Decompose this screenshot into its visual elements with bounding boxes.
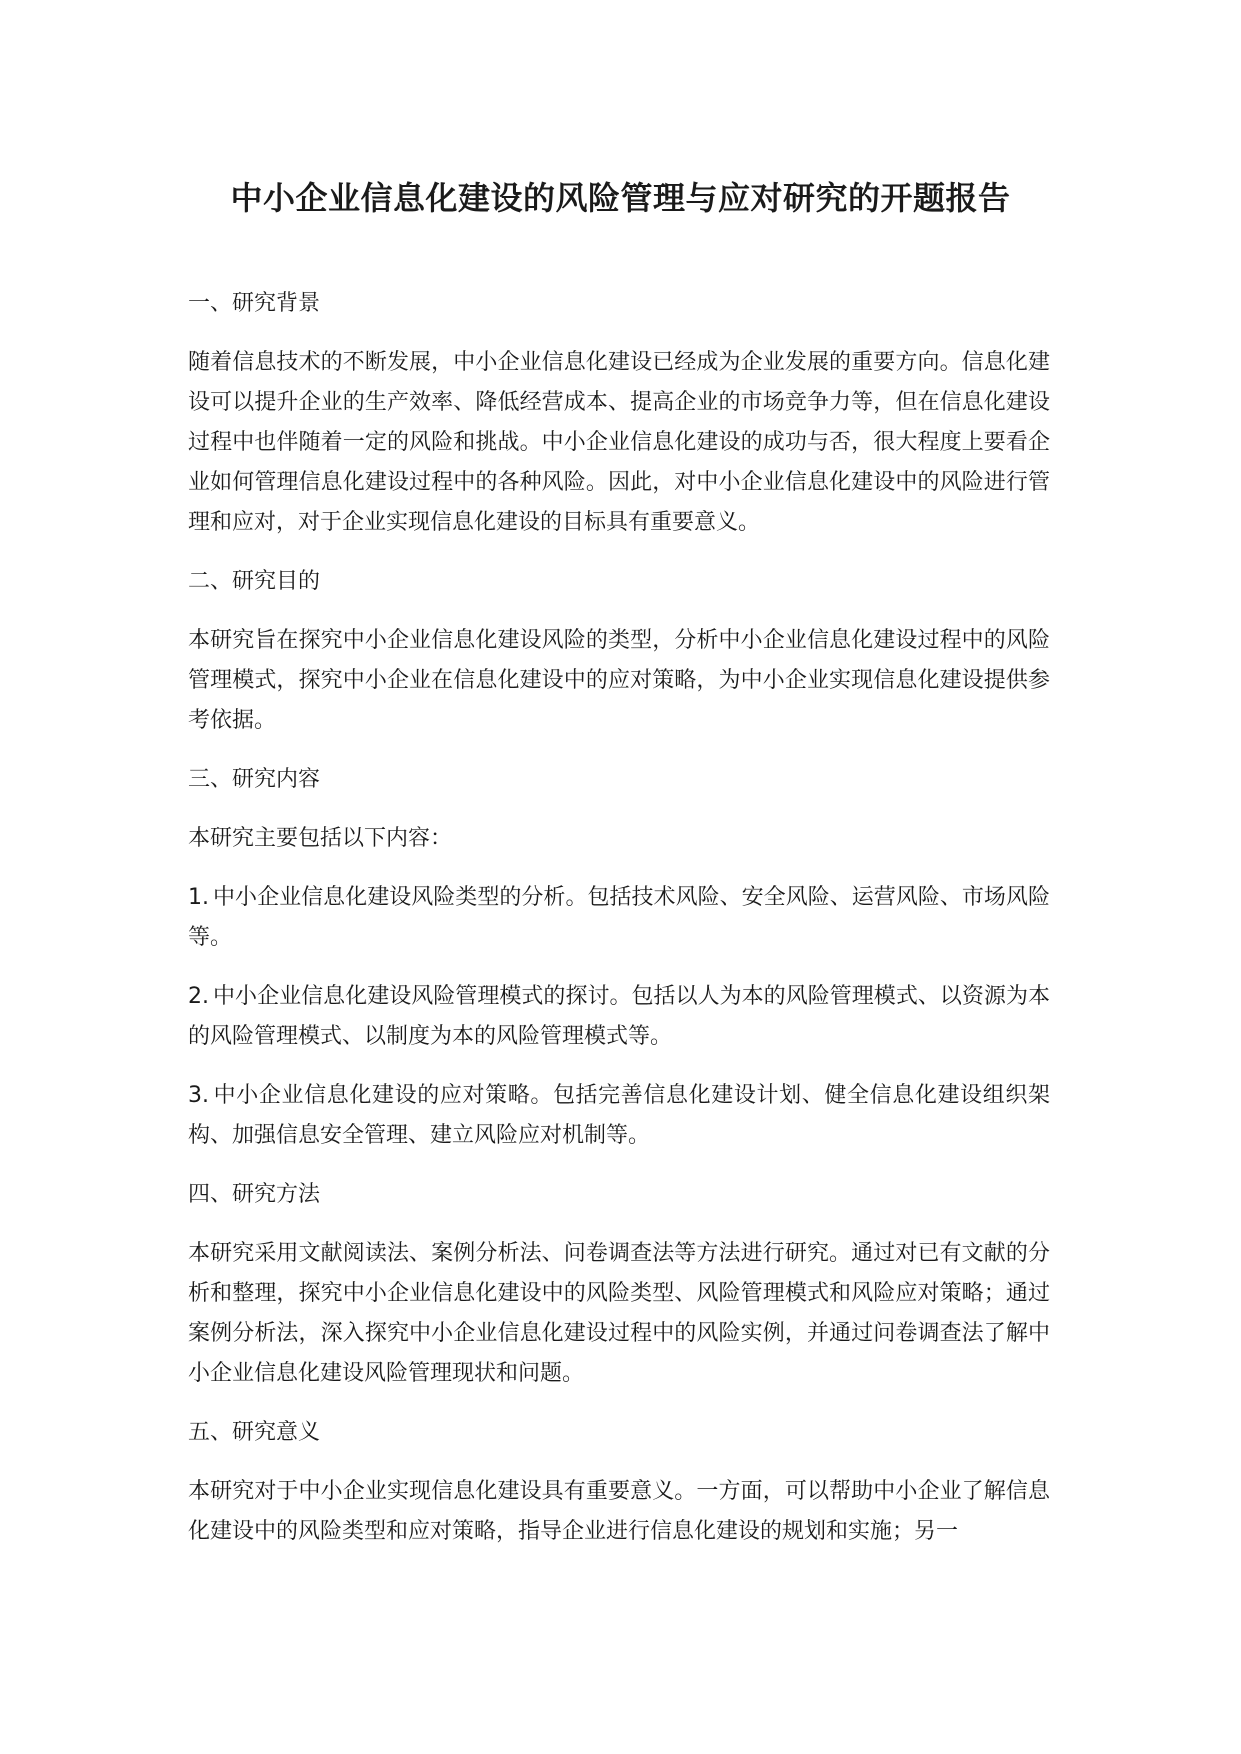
list-item-text: 中小企业信息化建设风险管理模式的探讨。包括以人为本的风险管理模式、以资源为本的风险管理模式、以制度为本的风险管理模式等。: [188, 984, 1050, 1049]
paragraph-content-intro: 本研究主要包括以下内容：: [188, 826, 453, 851]
section-heading-background: 一、研究背景: [188, 291, 321, 316]
paragraph-method: 本研究采用文献阅读法、案例分析法、问卷调查法等方法进行研究。通过对已有文献的分析和整理，探究中小企业信息化建设中的风险类型、风险管理模式和风险应对策略；通过案例分析法，深入探究中小企业信息化建设过程中的风险实例，并通过问卷调查法了解中小企业信息化建设风险管理现状和问题。: [188, 1241, 1050, 1386]
list-item-text: 中小企业信息化建设的应对策略。包括完善信息化建设计划、健全信息化建设组织架构、加强信息安全管理、建立风险应对机制等。: [188, 1083, 1050, 1148]
section-heading-content: 三、研究内容: [188, 767, 321, 792]
section-heading-purpose: 二、研究目的: [188, 569, 321, 594]
paragraph-significance: 本研究对于中小企业实现信息化建设具有重要意义。一方面，可以帮助中小企业了解信息化建设中的风险类型和应对策略，指导企业进行信息化建设的规划和实施；另一: [188, 1479, 1050, 1544]
document-title: 中小企业信息化建设的风险管理与应对研究的开题报告: [230, 179, 1011, 217]
paragraph-background: 随着信息技术的不断发展，中小企业信息化建设已经成为企业发展的重要方向。信息化建设可以提升企业的生产效率、降低经营成本、提高企业的市场竞争力等，但在信息化建设过程中也伴随着一定的风险和挑战。中小企业信息化建设的成功与否，很大程度上要看企业如何管理信息化建设过程中的各种风险。因此，对中小企业信息化建设中的风险进行管理和应对，对于企业实现信息化建设的目标具有重要意义。: [188, 350, 1050, 535]
list-item-number: 3.: [188, 1083, 209, 1108]
list-item: [188, 878, 1050, 958]
list-item: [188, 1076, 1050, 1156]
paragraph-purpose: 本研究旨在探究中小企业信息化建设风险的类型，分析中小企业信息化建设过程中的风险管理模式，探究中小企业在信息化建设中的应对策略，为中小企业实现信息化建设提供参考依据。: [188, 628, 1050, 733]
document-body: [188, 284, 1050, 1571]
section-heading-method: 四、研究方法: [188, 1182, 321, 1207]
list-item: [188, 977, 1050, 1057]
list-item-number: 1.: [188, 885, 209, 910]
list-item-text: 中小企业信息化建设风险类型的分析。包括技术风险、安全风险、运营风险、市场风险等。: [188, 885, 1050, 950]
section-heading-significance: 五、研究意义: [188, 1420, 321, 1445]
list-item-number: 2.: [188, 984, 209, 1009]
